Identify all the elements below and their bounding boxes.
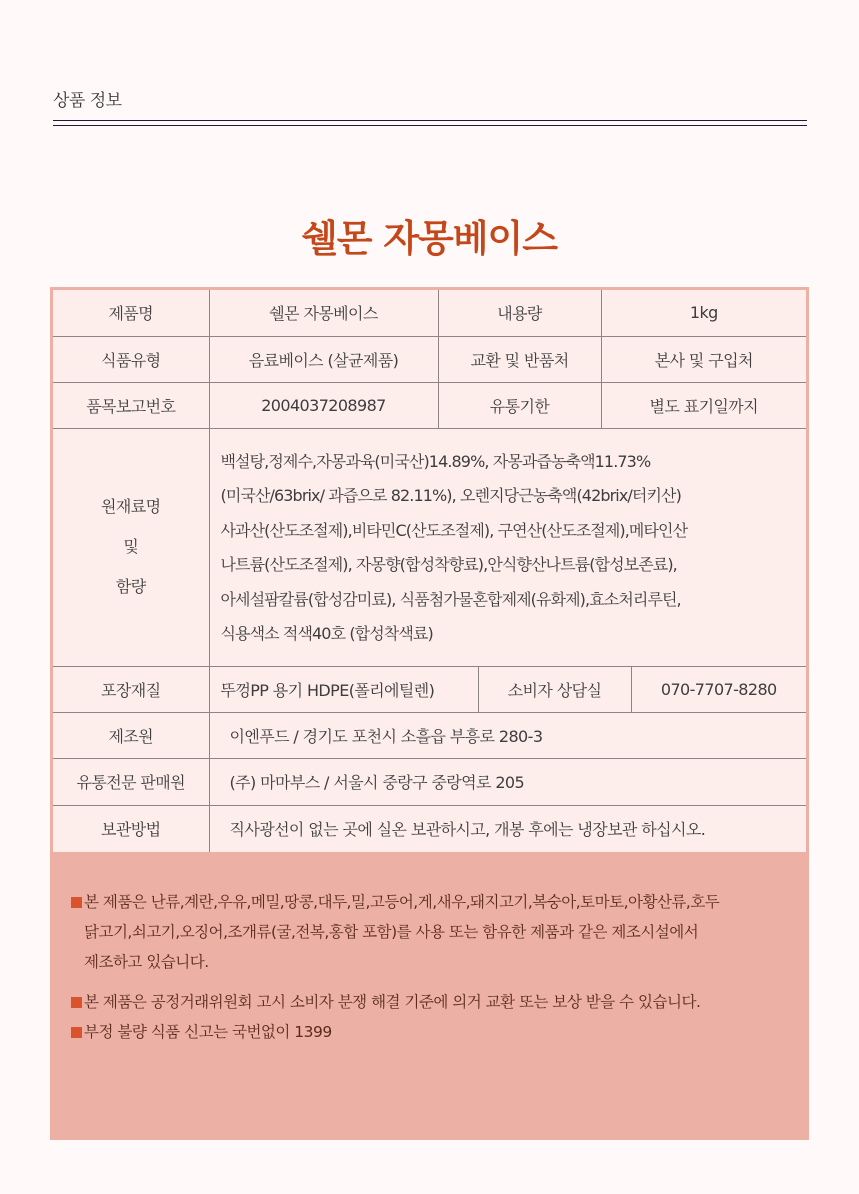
ingredients-line: 식용색소 적색40호 (합성착색료) [220,624,433,643]
row-value: 쉘몬 자몽베이스 [209,290,438,336]
row-label: 식품유형 [53,336,209,382]
square-bullet-icon [71,1027,82,1038]
product-info-table [53,290,806,852]
packaging-label: 포장재질 [53,666,209,712]
ingredients-line: 나트륨(산도조절제), 자몽향(합성착향료),안식향산나트륨(합성보존료), [220,555,677,574]
square-bullet-icon [71,997,82,1008]
row-label: 품목보고번호 [53,382,209,428]
row-label: 제품명 [53,290,209,336]
row-value: 음료베이스 (살균제품) [209,336,438,382]
storage-row [53,805,806,852]
packaging-row [53,666,806,712]
distributor-label: 유통전문 판매원 [53,758,209,805]
notice-item-allergen: 본 제품은 난류,계란,우유,메밀,땅콩,대두,밀,고등어,게,새우,돼지고기,복숭아,토마토,아황산류,호두 닭고기,쇠고기,오징어,조개류(굴,전복,홍합 포함)를 사용 또는 함유한 제품과 같은 제조시설에서 제조하고 있습니다. [68,887,798,977]
ingredients-row [53,428,806,666]
ingredients-line: 사과산(산도조절제),비타민C(산도조절제), 구연산(산도조절제),메타인산 [220,520,688,540]
row-label: 유통기한 [438,382,601,428]
storage-value: 직사광선이 없는 곳에 실온 보관하시고, 개봉 후에는 냉장보관 하십시오. [209,805,806,852]
consumer-center-phone: 070-7707-8280 [631,666,806,712]
consumer-center-label: 소비자 상담실 [478,666,631,712]
distributor-value: (주) 마마부스 / 서울시 중랑구 중랑역로 205 [209,758,806,805]
row-value: 별도 표기일까지 [601,382,806,428]
section-header [53,88,807,126]
packaging-value: 뚜껑PP 용기 HDPE(폴리에틸렌) [209,666,478,712]
ingredients-line: (미국산/63brix/ 과즙으로 82.11%), 오렌지당근농축액(42brix/터키산) [220,486,681,505]
notice-item-report: 부정 불량 식품 신고는 국번없이 1399 [68,1017,798,1047]
ingredients-line: 백설탕,정제수,자몽과육(미국산)14.89%, 자몽과즙농축액11.73% [220,451,651,471]
table-row [53,336,806,382]
notice-item-compensation: 본 제품은 공정거래위원회 고시 소비자 분쟁 해결 기준에 의거 교환 또는 보상 받을 수 있습니다. [68,987,798,1017]
row-value: 본사 및 구입처 [601,336,806,382]
square-bullet-icon [71,897,82,908]
row-label: 교환 및 반품처 [438,336,601,382]
table-row [53,382,806,428]
ingredients-value [209,428,806,666]
manufacturer-label: 제조원 [53,712,209,758]
table-row [53,290,806,336]
ingredients-label: 원재료명 및 함량 [53,428,209,666]
row-value: 2004037208987 [209,382,438,428]
notice-list [68,887,798,1047]
row-value: 1kg [601,290,806,336]
section-title: 상품 정보 [53,91,122,111]
storage-label: 보관방법 [53,805,209,852]
manufacturer-value: 이엔푸드 / 경기도 포천시 소흘읍 부흥로 280-3 [209,712,806,758]
manufacturer-row [53,712,806,758]
ingredients-line: 아세설팜칼륨(합성감미료), 식품첨가물혼합제제(유화제),효소처리루틴, [220,589,681,609]
product-info-box [50,287,809,1140]
product-title: 쉘몬 자몽베이스 [301,217,558,260]
double-divider [53,120,807,126]
row-label: 내용량 [438,290,601,336]
distributor-row [53,758,806,805]
